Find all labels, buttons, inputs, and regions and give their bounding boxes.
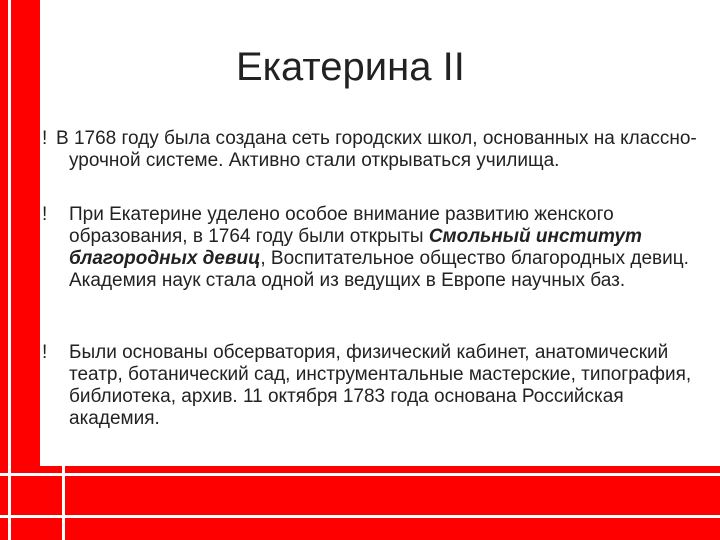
bottom-red-frame-bar: [0, 466, 720, 540]
paragraph-women-education: [42, 204, 702, 292]
left-red-frame-bar: [0, 0, 40, 540]
paragraph-text: При Екатерине уделено особое внимание развитию женского образования, в 1764 году были открыты: [69, 204, 614, 247]
paragraph-school-network: [42, 128, 702, 172]
frame-divider-line: [8, 0, 11, 540]
slide-body: [42, 128, 702, 460]
paragraph-text: В 1768 году была создана сеть городских школ, основанных на классно-урочной системе. Активно стали открываться училища.: [56, 128, 697, 171]
paragraph-text: , Воспитательное общество благородных девиц. Академия наук стала одной из ведущих в Европе научных баз.: [69, 248, 689, 291]
paragraph-institutions: [42, 342, 702, 430]
frame-divider-line: [0, 473, 720, 476]
bullet-mark: !: [42, 128, 48, 149]
smolny-institute-emphasis: Смольный институт благородных девиц: [69, 226, 642, 269]
slide-title: Екатерина II: [236, 45, 465, 89]
bullet-mark: !: [42, 204, 48, 225]
frame-divider-line: [0, 515, 720, 518]
bullet-mark: !: [42, 342, 48, 363]
paragraph-text: Были основаны обсерватория, физический кабинет, анатомический театр, ботанический сад, инструментальные мастерские, типография, библиотека, архив. 11 октября 1783 года основана Российская академия.: [69, 342, 692, 429]
